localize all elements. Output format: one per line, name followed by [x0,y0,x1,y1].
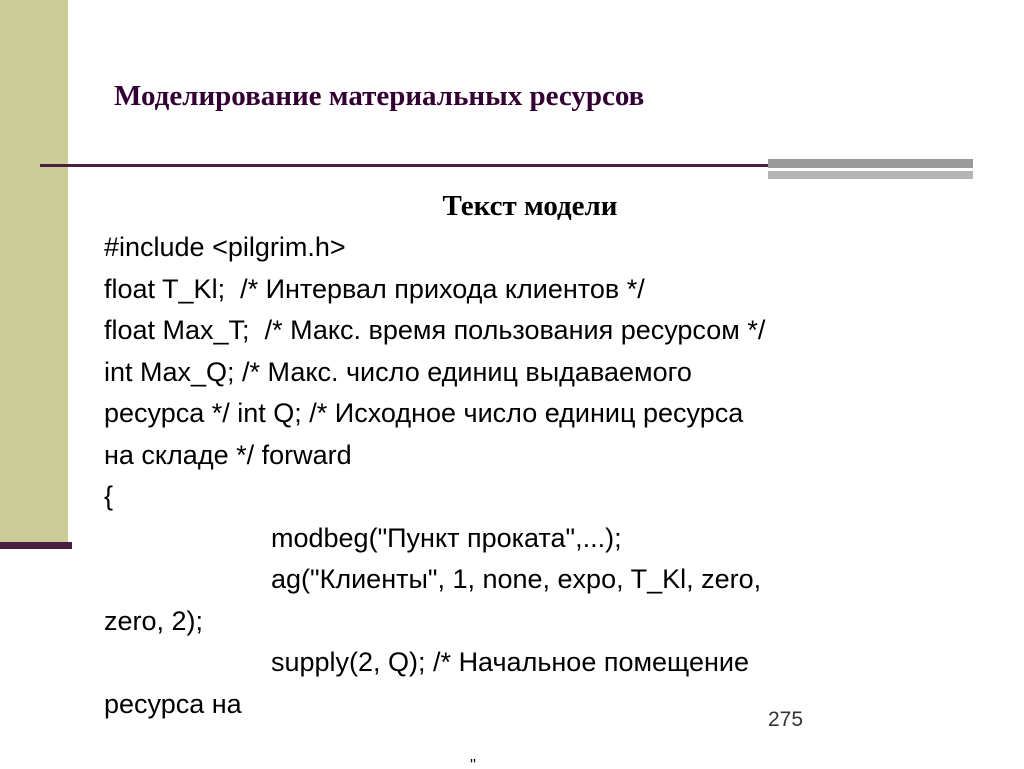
code-line-supply: supply(2, Q); /* Начальное помещение [271,647,749,677]
slide-subtitle: Текст модели [442,190,618,222]
side-band-rule [0,542,72,549]
title-divider [40,164,770,167]
cutoff-text-fragment: '' [470,757,477,769]
side-band [0,0,68,545]
code-line-ag: ag("Клиенты", 1, none, expo, T_Kl, zero, [271,564,762,594]
page-number: 275 [768,708,804,731]
code-line-max-t: float Max_T; /* Макс. время пользования ресурсом */ [104,315,766,345]
title-divider-accent-lower [768,171,973,179]
code-line-supply-continued: ресурса на [104,688,242,719]
title-divider-accent [768,159,973,168]
code-line-ag-continued: zero, 2); [104,605,204,636]
code-line-q: ресурса */ int Q; /* Исходное число единиц ресурса [104,398,744,428]
code-listing [104,227,964,725]
code-line-open-brace: { [104,481,114,511]
code-line-modbeg: modbeg("Пункт проката",...); [271,522,622,553]
slide-title: Моделирование материальных ресурсов [114,80,645,112]
code-line-forward: на складе */ forward [104,439,352,470]
code-line-max-q: int Max_Q; /* Макс. число единиц выдаваемого [104,356,692,387]
code-line-include: #include <pilgrim.h> [104,232,346,262]
code-line-t-kl: float T_Kl; /* Интервал прихода клиентов */ [104,273,645,304]
